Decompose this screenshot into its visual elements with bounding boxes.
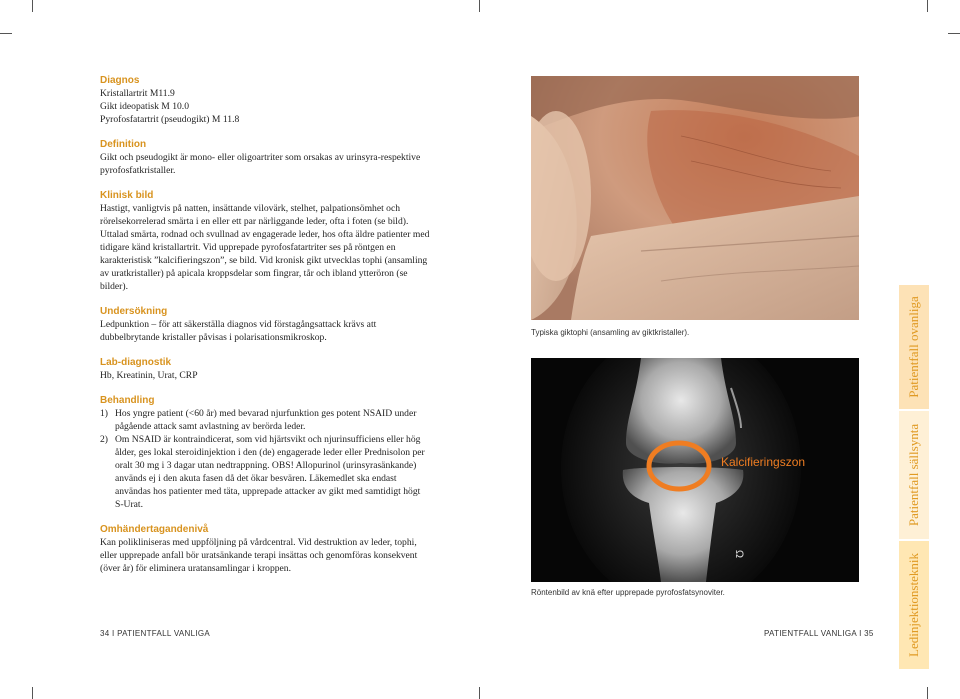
list-item bbox=[100, 407, 430, 433]
crop-mark bbox=[927, 0, 928, 12]
list-number: 1) bbox=[100, 408, 108, 419]
section-heading: Diagnos bbox=[100, 75, 140, 86]
tab-patientfall-ovanliga[interactable] bbox=[899, 285, 929, 409]
crop-mark bbox=[479, 687, 480, 699]
section-heading: Behandling bbox=[100, 395, 155, 406]
tophi-photo bbox=[531, 76, 859, 320]
section-text: Ledpunktion – för att säkerställa diagnos vid förstagångsattack krävs att dubbelbrytande kristaller påvisas i polarisationsmikroskop. bbox=[100, 319, 377, 343]
crop-mark bbox=[479, 0, 480, 12]
section-heading: Lab-diagnostik bbox=[100, 357, 172, 368]
tab-patientfall-sallsynta[interactable] bbox=[899, 411, 929, 539]
tab-label: Patientfall sällsynta bbox=[906, 423, 921, 527]
section-definition bbox=[100, 138, 430, 177]
section-diagnos bbox=[100, 74, 430, 126]
section-undersokning bbox=[100, 305, 430, 344]
section-behandling bbox=[100, 394, 430, 511]
section-text: Kan polikliniseras med uppföljning på vårdcentral. Vid destruktion av leder, tophi, eller upprepade anfall bör uratsänkande terapi insättas och genomföras konsekvent (över år) för eliminera uratansamlingar i kroppen. bbox=[100, 537, 418, 574]
crop-mark bbox=[927, 687, 928, 699]
crop-mark bbox=[0, 33, 12, 34]
section-text: Gikt och pseudogikt är mono- eller oligoartriter som orsakas av urinsyra-respektive pyrofosfatkristaller. bbox=[100, 152, 421, 176]
crop-mark bbox=[32, 687, 33, 699]
calcification-label: Kalcifieringszon bbox=[721, 455, 806, 469]
tab-label: Ledinjektionsteknik bbox=[906, 553, 921, 657]
diagnosis-line: Gikt ideopatisk M 10.0 bbox=[100, 101, 190, 112]
photo-caption: Typiska giktophi (ansamling av giktkristaller). bbox=[531, 328, 690, 337]
section-lab-diagnostik bbox=[100, 356, 430, 382]
crop-mark bbox=[948, 33, 960, 34]
xray-caption: Röntenbild av knä efter upprepade pyrofosfatsynoviter. bbox=[531, 588, 725, 597]
tab-ledinjektionsteknik[interactable] bbox=[899, 541, 929, 669]
crop-mark bbox=[32, 0, 33, 12]
treatment-list bbox=[100, 407, 430, 511]
list-text: Hos yngre patient (<60 år) med bevarad njurfunktion ges potent NSAID under pågående attack samt avlastning av berörda leder. bbox=[115, 408, 417, 432]
section-text: Hastigt, vanligtvis på natten, insättande vilovärk, stelhet, palpationsömhet och rörelsekorrelerad smärta i en eller ett par närliggande leder, ofta i foten (se bild). Uttalad smärta, rodnad och svullnad av engagerade leder, hos ofta äldre patienter med tidigare känd kristallartrit. Vid upprepade pyrofosfatartriter ses på röntgen en karakteristisk ”kalcifieringszon”, se bild. Vid kronisk gikt utvecklas tophi (ansamling av uratkristaller) på apicala kroppsdelar som fingrar, tår och ibland ytteröron (se bilder). bbox=[100, 203, 430, 292]
list-text: Om NSAID är kontraindicerat, som vid hjärtsvikt och njurinsufficiens eller hög ålder, ges lokal steroidinjektion i den (de) engagerade leder eller Prednisolon per oralt 30 mg i 3 dagar utan nedtrappning. OBS! Allopurinol (urinsyrasänkande) används ej i den akuta fasen då det ökar besvären. Läkemedlet ska endast användas hos patienter med täta, upprepade attacker av gikt med samtidigt högt S-Urat. bbox=[115, 434, 425, 510]
right-page-footer: PATIENTFALL VANLIGA I 35 bbox=[764, 629, 874, 638]
section-heading: Klinisk bild bbox=[100, 190, 154, 201]
section-omhandertagande bbox=[100, 523, 430, 575]
section-heading: Omhändertagandenivå bbox=[100, 524, 209, 535]
list-number: 2) bbox=[100, 434, 108, 445]
section-heading: Definition bbox=[100, 139, 147, 150]
left-page-footer: 34 I PATIENTFALL VANLIGA bbox=[100, 629, 211, 638]
section-text: Hb, Kreatinin, Urat, CRP bbox=[100, 370, 198, 381]
section-heading: Undersökning bbox=[100, 306, 168, 317]
knee-xray-image bbox=[531, 358, 859, 582]
list-item bbox=[100, 433, 430, 511]
diagnosis-line: Pyrofosfatartrit (pseudogikt) M 11.8 bbox=[100, 114, 240, 125]
left-page-content bbox=[100, 74, 430, 587]
diagnosis-line: Kristallartrit M11.9 bbox=[100, 88, 175, 99]
xray-side-marker: Ω bbox=[733, 549, 746, 559]
chapter-tabs bbox=[899, 285, 929, 669]
section-klinisk-bild bbox=[100, 189, 430, 293]
tab-label: Patientfall ovanliga bbox=[906, 296, 921, 398]
